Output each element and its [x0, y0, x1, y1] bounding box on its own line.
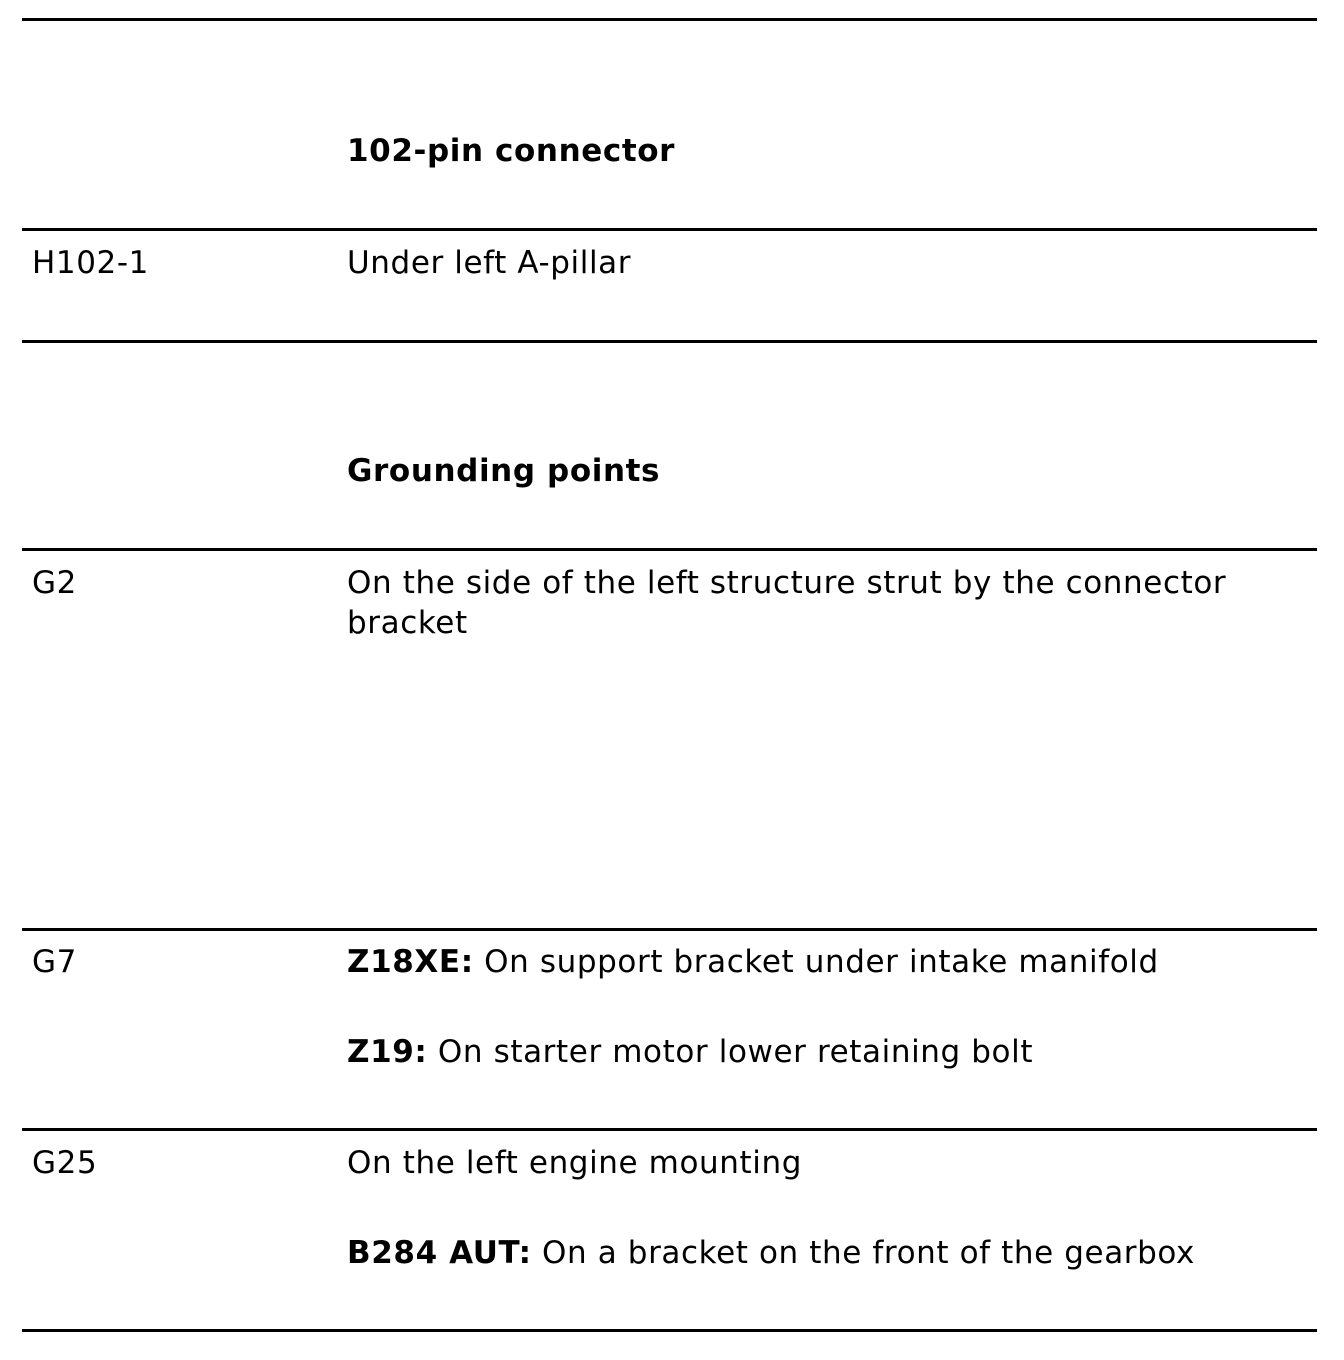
- engine-code-label: Z18XE:: [347, 944, 474, 980]
- row-id: G2: [32, 565, 77, 601]
- row-description: Under left A-pillar: [347, 245, 632, 281]
- divider-top: [22, 18, 1317, 21]
- divider: [22, 228, 1317, 231]
- divider: [22, 928, 1317, 931]
- row-id: G7: [32, 944, 77, 980]
- row-description-line: [347, 942, 1159, 982]
- engine-code-label: B284 AUT:: [347, 1235, 532, 1271]
- divider: [22, 340, 1317, 343]
- engine-code-label: Z19:: [347, 1034, 428, 1070]
- row-description-line: [347, 1032, 1033, 1072]
- section-heading: Grounding points: [347, 453, 661, 489]
- line-text: On a bracket on the front of the gearbox: [531, 1235, 1195, 1271]
- line-text: On starter motor lower retaining bolt: [427, 1034, 1034, 1070]
- row-description-line: [347, 1233, 1195, 1273]
- section-heading: 102-pin connector: [347, 133, 676, 169]
- row-description: On the side of the left structure strut by the connector bracket: [347, 565, 1227, 641]
- row-id: H102-1: [32, 245, 149, 281]
- divider: [22, 1128, 1317, 1131]
- divider-bottom: [22, 1329, 1317, 1332]
- divider: [22, 548, 1317, 551]
- row-id: G25: [32, 1145, 98, 1181]
- row-description-line: On the left engine mounting: [347, 1145, 803, 1181]
- line-text: On support bracket under intake manifold: [473, 944, 1159, 980]
